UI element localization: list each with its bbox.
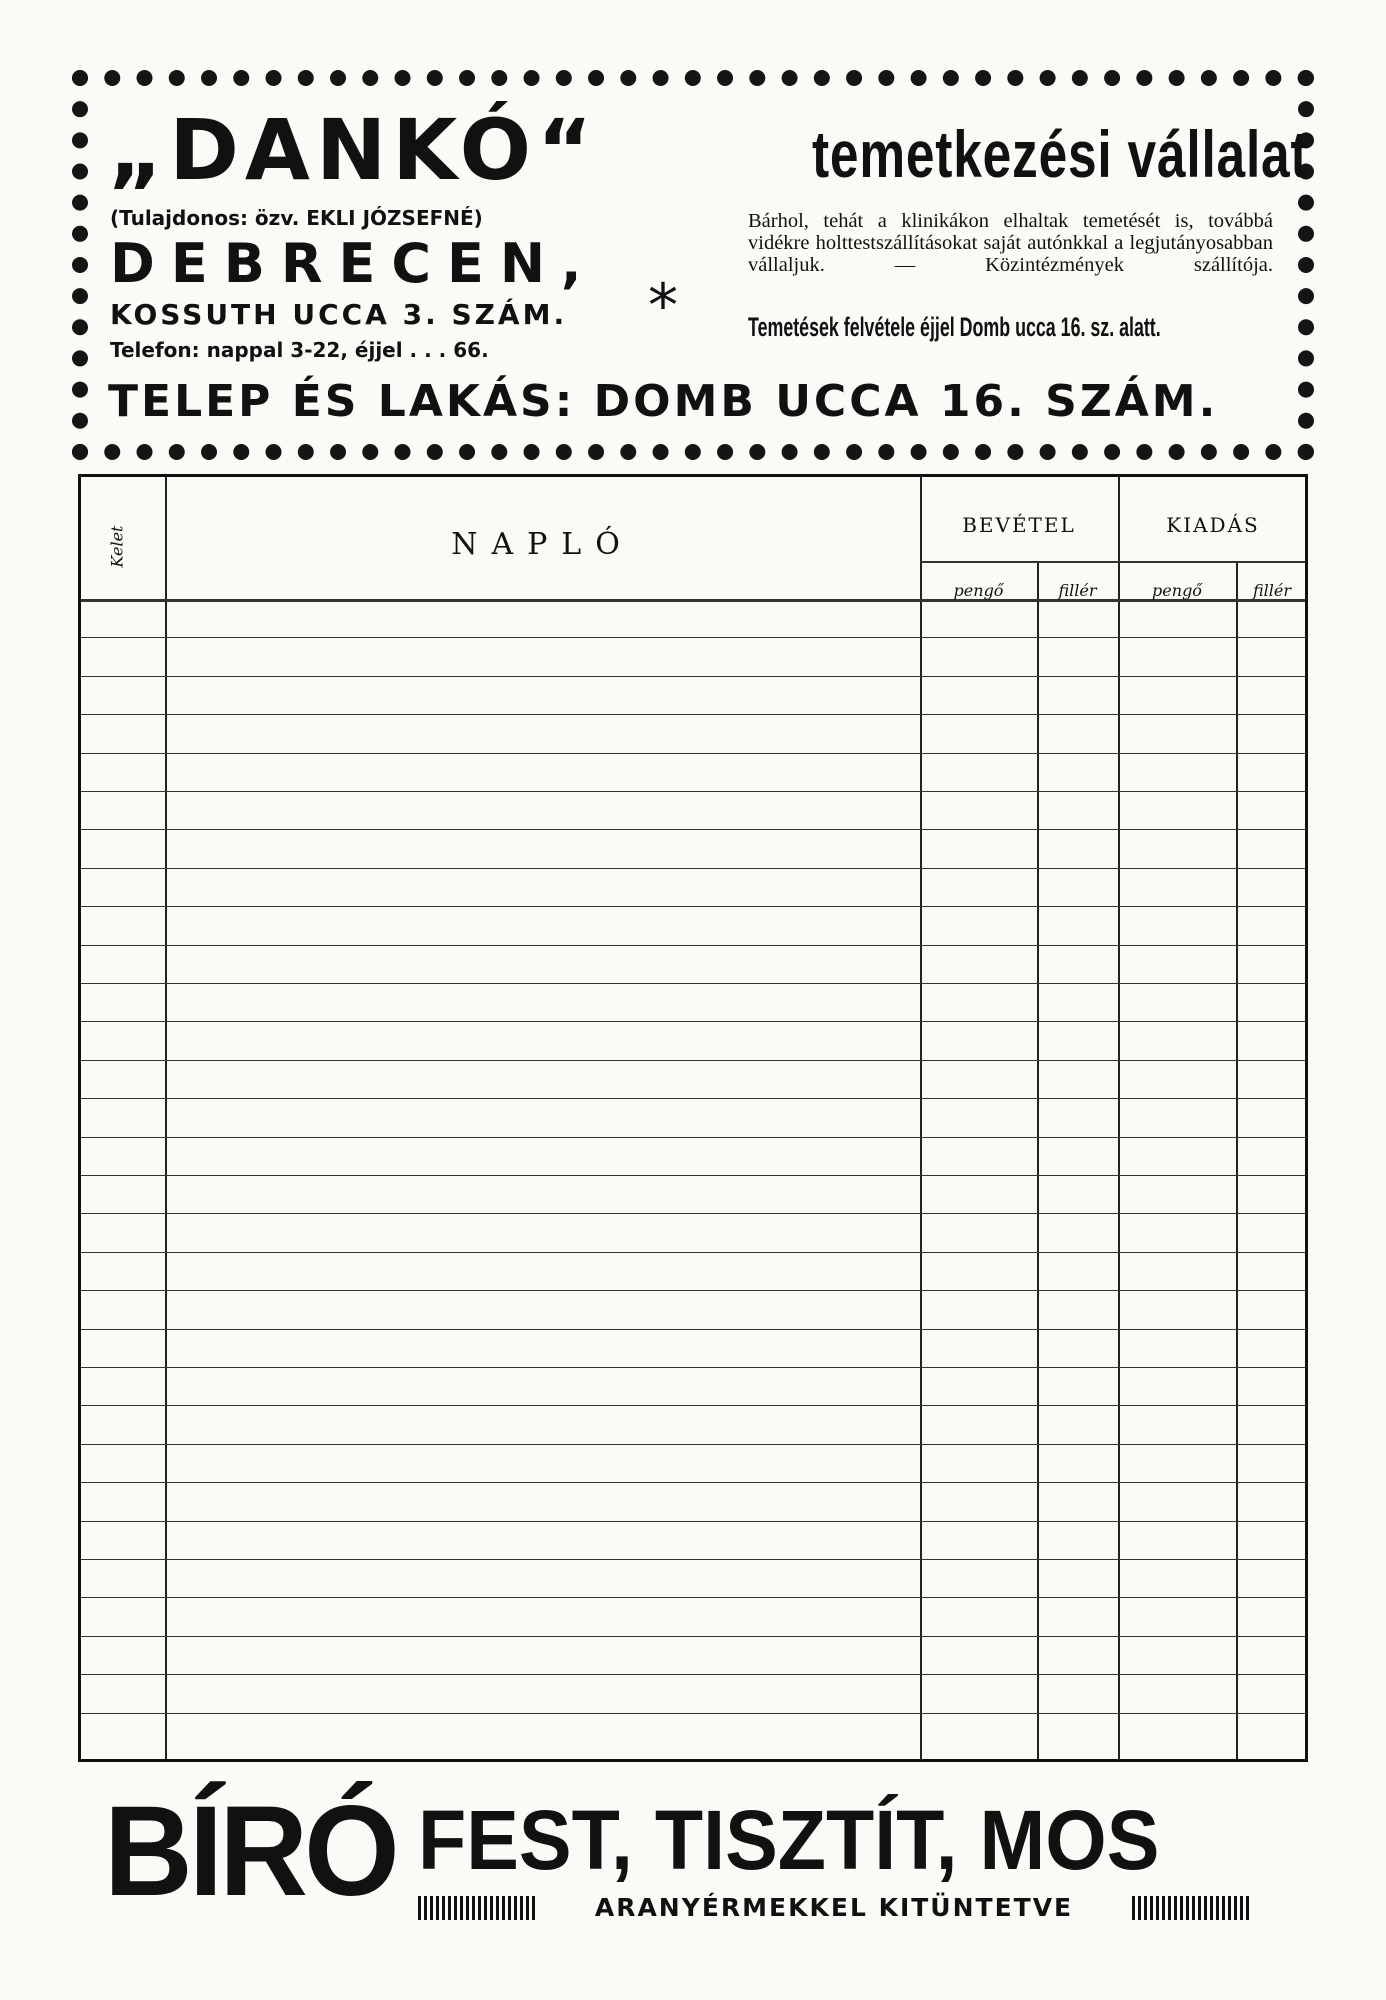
ledger-row-line [81,1405,1305,1406]
ledger-row-line [81,1713,1305,1714]
service-description: Bárhol, tehát a klinikákon elhaltak temetését is, továbbá vidékre holttestszállításokat saját autónkkal a legjutányosabban vállaljuk. — Közintézmények szállítója. [748,210,1273,276]
asterisk-ornament: * [648,271,678,341]
ledger-row-line [81,1252,1305,1253]
phone-line: Telefon: nappal 3-22, éjjel . . . 66. [110,338,489,362]
award-text: ARANYÉRMEKKEL KITÜNTETVE [594,1893,1074,1922]
column-divider [165,477,167,1759]
night-service-note: Temetések felvétele éjjel Domb ucca 16. sz. alatt. [748,312,1161,342]
ledger-row-line [81,1636,1305,1637]
income-header: BEVÉTEL [962,513,1076,537]
ledger-row-line [81,1367,1305,1368]
ledger-row-line [81,868,1305,869]
award-row [418,1892,1250,1924]
income-filler-header: fillér [1058,581,1097,600]
brand-title: „DANKÓ“ [108,101,599,199]
header-subdivider [920,561,1305,563]
ledger-row-line [81,1098,1305,1099]
ledger-row-line [81,945,1305,946]
ledger-row-line [81,637,1305,638]
ledger-row-line [81,1674,1305,1675]
decorative-bars [1132,1896,1250,1920]
ledger-row-line [81,1597,1305,1598]
decorative-bars [418,1896,536,1920]
journal-column-header: NAPLÓ [451,527,634,562]
column-divider [1118,477,1120,1759]
column-divider [1037,561,1039,1759]
ledger-row-line [81,1021,1305,1022]
header-advertisement [72,70,1314,460]
ledger-row-line [81,753,1305,754]
column-divider [1236,561,1238,1759]
ledger-row-line [81,1175,1305,1176]
city-name: DEBRECEN, [110,232,598,295]
ledger-row-line [81,829,1305,830]
company-type: temetkezési vállalat [811,117,1308,191]
street-address: KOSSUTH UCCA 3. SZÁM. [110,298,568,331]
site-address: TELEP ÉS LAKÁS: DOMB UCCA 16. SZÁM. [108,376,1219,427]
expense-pengo-header: pengő [1152,581,1202,600]
ledger-row-line [81,1060,1305,1061]
biro-brand: BÍRÓ [104,1780,396,1923]
ledger-row-line [81,1290,1305,1291]
ledger-row-line [81,1559,1305,1560]
expense-filler-header: fillér [1252,581,1292,600]
income-pengo-header: pengő [953,581,1004,600]
title-row [108,100,1308,200]
ledger-row-line [81,1482,1305,1483]
ledger-row-line [81,1521,1305,1522]
ledger-table [78,474,1308,1762]
ledger-row-line [81,714,1305,715]
ledger-row-line [81,1137,1305,1138]
ledger-row-line [81,1329,1305,1330]
ledger-row-line [81,676,1305,677]
owner-line: (Tulajdonos: özv. EKLI JÓZSEFNÉ) [110,206,483,230]
biro-services: FEST, TISZTÍT, MOS [418,1793,1160,1887]
expense-header: KIADÁS [1166,513,1260,537]
ledger-row-line [81,906,1305,907]
date-column-header: Kelet [107,525,127,568]
ledger-row-line [81,983,1305,984]
ledger-row-line [81,791,1305,792]
ledger-row-line [81,1213,1305,1214]
ledger-row-line [81,1444,1305,1445]
column-divider [920,477,922,1759]
